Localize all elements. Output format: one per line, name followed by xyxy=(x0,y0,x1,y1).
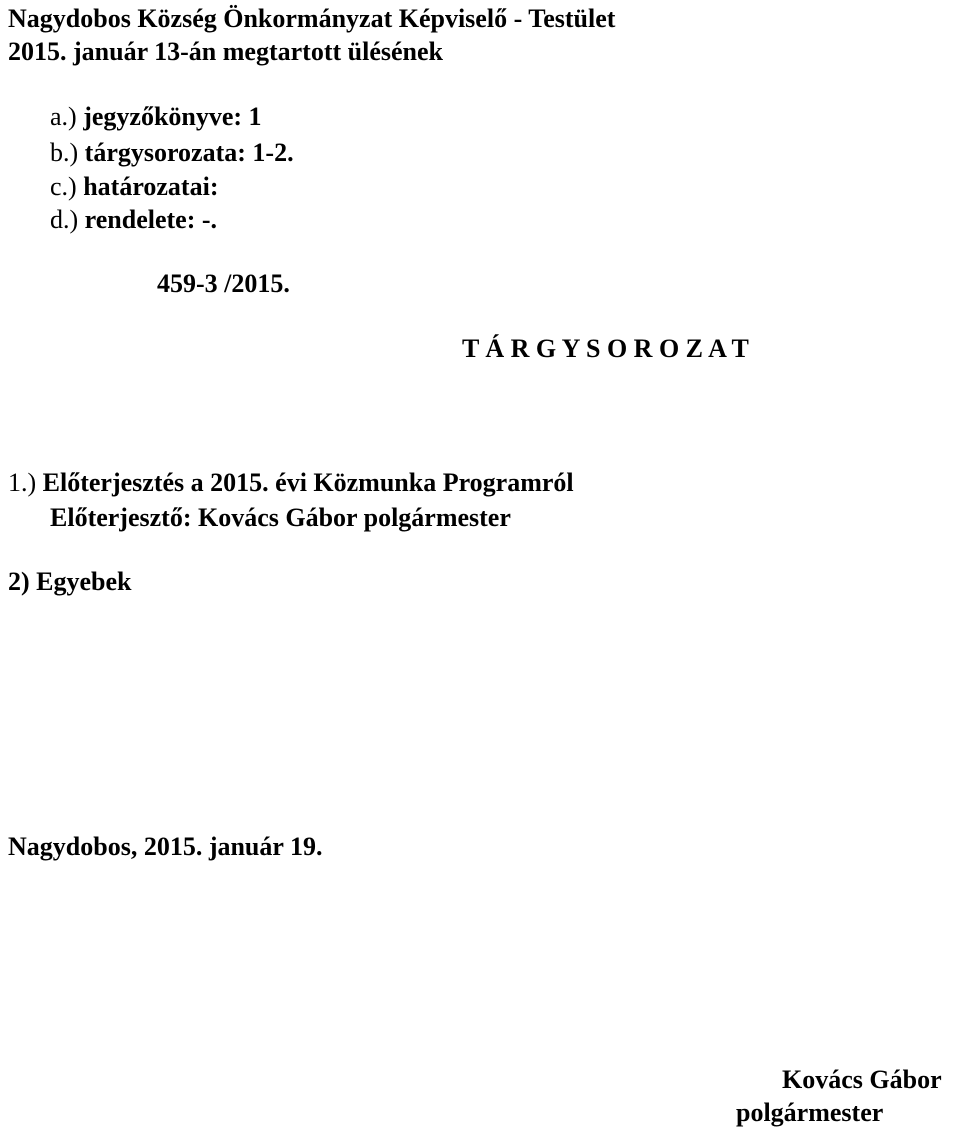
agenda-item-2 xyxy=(8,569,132,595)
agenda-item-marker: 2) xyxy=(8,567,30,596)
contents-item-a xyxy=(50,104,262,130)
header-line-1: Nagydobos Község Önkormányzat Képviselő - Testület xyxy=(8,4,616,33)
contents-item-marker: c.) xyxy=(50,172,77,201)
agenda-item-presenter: Előterjesztő: Kovács Gábor polgármester xyxy=(50,503,511,532)
contents-item-text: határozatai: xyxy=(83,172,219,201)
signature-title: polgármester xyxy=(736,1098,884,1127)
place-date: Nagydobos, 2015. január 19. xyxy=(8,832,323,861)
contents-item-d xyxy=(50,207,217,233)
agenda-item-text: Előterjesztés a 2015. évi Közmunka Programról xyxy=(42,468,574,497)
contents-item-c xyxy=(50,174,218,200)
header-line-2: 2015. január 13-án megtartott ülésének xyxy=(8,37,443,66)
contents-item-marker: d.) xyxy=(50,205,79,234)
agenda-title: T Á R G Y S O R O Z A T xyxy=(462,334,749,363)
reference-number: 459-3 /2015. xyxy=(157,269,290,298)
contents-item-marker: b.) xyxy=(50,138,79,167)
contents-item-b xyxy=(50,140,294,166)
contents-item-text: jegyzőkönyve: 1 xyxy=(83,102,262,131)
contents-item-text: tárgysorozata: 1-2. xyxy=(84,138,294,167)
agenda-item-1 xyxy=(8,470,574,496)
agenda-item-marker: 1.) xyxy=(8,468,37,497)
contents-item-text: rendelete: -. xyxy=(84,205,218,234)
contents-item-marker: a.) xyxy=(50,102,77,131)
agenda-item-text: Egyebek xyxy=(36,567,132,596)
signature-name: Kovács Gábor xyxy=(782,1065,942,1094)
